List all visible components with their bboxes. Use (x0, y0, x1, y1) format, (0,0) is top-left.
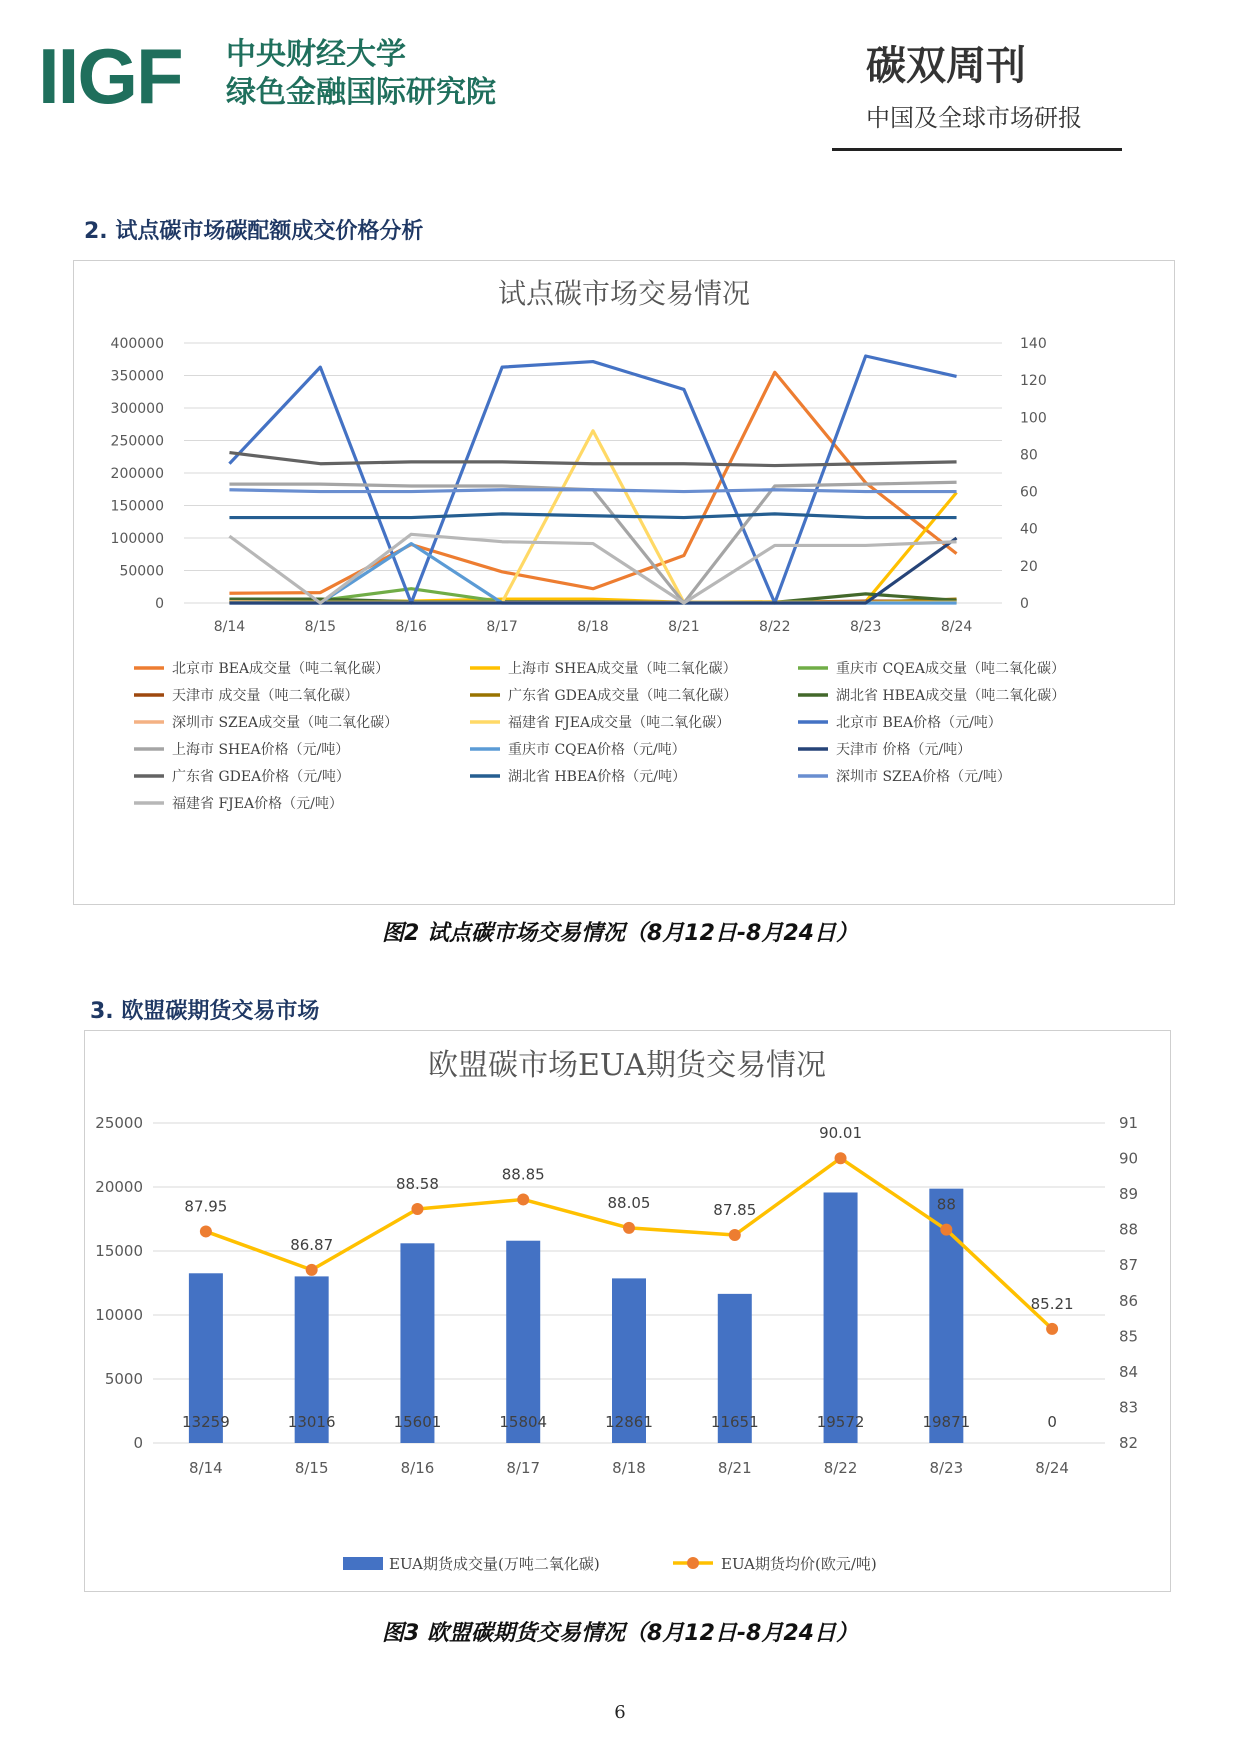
y-left-tick-label: 100000 (110, 531, 164, 547)
y-right-tick-label: 20 (1020, 558, 1038, 575)
price-point-label: 86.87 (290, 1235, 334, 1254)
volume-bar-label: 12861 (605, 1413, 653, 1431)
volume-bar-label: 19871 (922, 1413, 971, 1431)
y-left-tick-label: 50000 (119, 563, 164, 580)
volume-bar-label: 15804 (499, 1413, 548, 1431)
chart-title: 试点碳市场交易情况 (497, 277, 751, 310)
volume-bar-label: 13259 (182, 1413, 230, 1431)
y-right-tick-label: 0 (1020, 596, 1029, 612)
chart-eua-box (84, 1030, 1171, 1592)
legend-label: 北京市 BEA成交量（吨二氧化碳） (172, 661, 390, 677)
y-right-tick-label: 140 (1020, 336, 1047, 352)
y-left-tick-label: 10000 (95, 1306, 143, 1324)
price-point (1046, 1323, 1058, 1335)
volume-bar-label: 13016 (287, 1413, 336, 1431)
x-tick-label: 8/23 (849, 619, 882, 635)
x-tick-label: 8/23 (929, 1459, 964, 1477)
y-right-tick-label: 84 (1119, 1362, 1139, 1381)
y-right-tick-label: 40 (1020, 521, 1038, 538)
price-point-label: 88.05 (607, 1193, 651, 1212)
price-point (517, 1193, 529, 1205)
org-name-line1: 中央财经大学 (226, 37, 406, 72)
legend-label: 湖北省 HBEA成交量（吨二氧化碳） (836, 688, 1066, 704)
page-number: 6 (614, 1702, 626, 1723)
chart-pilot (74, 261, 1174, 904)
price-point (306, 1264, 318, 1276)
y-left-tick-label: 0 (155, 596, 164, 612)
volume-bar-label: 0 (1047, 1413, 1057, 1431)
legend-label: EUA期货成交量(万吨二氧化碳) (389, 1555, 600, 1573)
y-left-tick-label: 150000 (110, 498, 164, 515)
x-tick-label: 8/16 (395, 619, 427, 635)
legend-label: 重庆市 CQEA成交量（吨二氧化碳） (836, 661, 1065, 677)
y-right-tick-label: 90 (1119, 1149, 1139, 1168)
x-tick-label: 8/18 (577, 619, 609, 635)
y-left-tick-label: 350000 (110, 368, 164, 385)
chart-eua (85, 1031, 1170, 1591)
price-point (200, 1225, 212, 1237)
y-right-tick-label: 86 (1119, 1291, 1139, 1310)
x-tick-label: 8/17 (486, 619, 518, 635)
legend-swatch (343, 1557, 383, 1570)
y-right-tick-label: 60 (1020, 484, 1038, 501)
figure2-caption: 图2 试点碳市场交易情况（8月12日-8月24日） (382, 921, 858, 946)
y-left-tick-label: 200000 (110, 466, 164, 482)
x-tick-label: 8/15 (294, 1459, 329, 1477)
x-tick-label: 8/16 (400, 1459, 435, 1477)
volume-bar (824, 1192, 858, 1443)
legend-label: 重庆市 CQEA价格（元/吨） (508, 742, 686, 758)
y-left-tick-label: 250000 (110, 433, 164, 450)
price-point-label: 88 (936, 1195, 956, 1214)
y-right-tick-label: 85 (1119, 1327, 1139, 1346)
price-point (411, 1203, 423, 1215)
legend-label: 上海市 SHEA成交量（吨二氧化碳） (508, 661, 737, 677)
publication-title: 碳双周刊 (866, 43, 1026, 89)
legend-label: 福建省 FJEA成交量（吨二氧化碳） (508, 715, 731, 731)
legend-label: 广东省 GDEA成交量（吨二氧化碳） (508, 688, 738, 704)
y-right-tick-label: 89 (1119, 1185, 1139, 1204)
price-point-label: 85.21 (1030, 1294, 1074, 1313)
figure3-caption: 图3 欧盟碳期货交易情况（8月12日-8月24日） (382, 1621, 858, 1646)
price-point-label: 88.58 (395, 1175, 439, 1194)
legend-label: 上海市 SHEA价格（元/吨） (172, 742, 350, 758)
x-tick-label: 8/24 (940, 619, 973, 635)
price-point (835, 1152, 847, 1164)
legend-label: 深圳市 SZEA价格（元/吨） (836, 769, 1011, 785)
y-right-tick-label: 80 (1020, 447, 1038, 464)
x-tick-label: 8/22 (823, 1459, 858, 1477)
legend-label: 天津市 成交量（吨二氧化碳） (172, 688, 359, 704)
y-right-tick-label: 83 (1119, 1398, 1139, 1417)
y-right-tick-label: 87 (1119, 1256, 1139, 1275)
legend-label: 湖北省 HBEA价格（元/吨） (508, 769, 686, 785)
price-point (729, 1229, 741, 1241)
y-left-tick-label: 25000 (95, 1114, 143, 1132)
y-left-tick-label: 0 (133, 1434, 143, 1452)
price-point-label: 87.95 (184, 1197, 228, 1216)
y-right-tick-label: 82 (1119, 1434, 1139, 1452)
legend-label: 广东省 GDEA价格（元/吨） (172, 769, 350, 785)
org-name-line2: 绿色金融国际研究院 (226, 75, 496, 110)
x-tick-label: 8/22 (759, 619, 791, 635)
x-tick-label: 8/15 (304, 619, 337, 635)
legend-label: 福建省 FJEA价格（元/吨） (172, 796, 343, 812)
price-point-label: 87.85 (713, 1201, 757, 1219)
x-tick-label: 8/17 (506, 1459, 541, 1477)
y-right-tick-label: 88 (1119, 1220, 1139, 1239)
series-line (229, 493, 956, 603)
y-left-tick-label: 20000 (95, 1178, 143, 1196)
legend-marker (687, 1557, 699, 1569)
x-tick-label: 8/21 (668, 619, 700, 635)
y-right-tick-label: 100 (1020, 410, 1047, 427)
series-line (229, 490, 956, 492)
chart-pilot-box (73, 260, 1175, 905)
legend-label: 北京市 BEA价格（元/吨） (836, 715, 1002, 731)
price-point-label: 88.85 (501, 1165, 545, 1184)
y-left-tick-label: 5000 (104, 1370, 143, 1388)
y-left-tick-label: 300000 (110, 401, 164, 417)
section-title-pilot: 2. 试点碳市场碳配额成交价格分析 (84, 219, 424, 244)
chart-title: 欧盟碳市场EUA期货交易情况 (428, 1048, 826, 1083)
price-point-label: 90.01 (819, 1124, 863, 1143)
y-right-tick-label: 91 (1119, 1114, 1139, 1132)
legend-label: 深圳市 SZEA成交量（吨二氧化碳） (172, 715, 399, 731)
volume-bar-label: 11651 (710, 1413, 759, 1431)
legend-label: 天津市 价格（元/吨） (836, 742, 972, 758)
logo-mark: IIGF (38, 32, 182, 120)
org-name (226, 36, 496, 112)
iigf-logo (38, 32, 508, 120)
volume-bar-label: 15601 (393, 1413, 442, 1431)
x-tick-label: 8/18 (612, 1459, 646, 1477)
price-point (623, 1222, 635, 1234)
header-rule (832, 148, 1122, 151)
y-left-tick-label: 15000 (95, 1242, 143, 1260)
x-tick-label: 8/21 (717, 1459, 752, 1477)
legend-label: EUA期货均价(欧元/吨) (721, 1555, 877, 1573)
series-line (229, 514, 956, 518)
publication-subtitle: 中国及全球市场研报 (866, 104, 1082, 132)
x-tick-label: 8/14 (213, 619, 246, 635)
y-left-tick-label: 400000 (110, 336, 164, 352)
x-tick-label: 8/24 (1035, 1459, 1069, 1477)
volume-bar-label: 19572 (816, 1413, 865, 1431)
section-title-eu: 3. 欧盟碳期货交易市场 (90, 999, 320, 1024)
x-tick-label: 8/14 (189, 1459, 223, 1477)
price-point (940, 1224, 952, 1236)
y-right-tick-label: 120 (1020, 373, 1047, 390)
series-line (229, 356, 956, 603)
